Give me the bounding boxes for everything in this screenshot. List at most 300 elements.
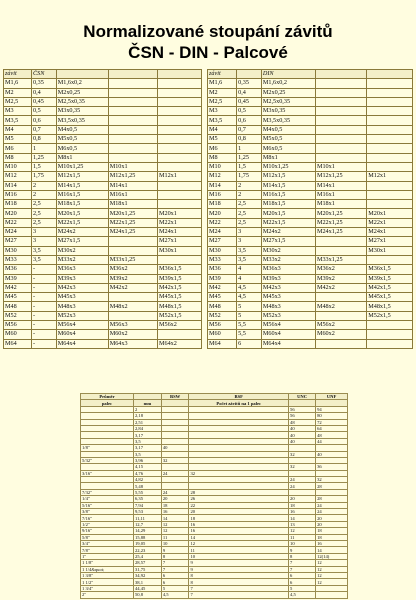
table-cell: M20x1 [367,209,413,218]
table-cell: M39x3 [56,274,108,283]
table-cell [367,200,413,209]
table-cell: 5,55 [133,489,161,495]
table-cell: 3 [31,228,56,237]
table-cell: M2 [208,88,237,97]
table-row [208,330,413,339]
table-cell [315,107,366,116]
table-row [4,321,202,330]
table-cell: 32 [289,451,316,457]
table-row [208,88,413,97]
table-cell: 0,35 [31,79,56,88]
table-cell: M36x2 [108,265,157,274]
header-cell [367,70,413,79]
table-cell: M5 [208,135,237,144]
table-cell: 4,5 [161,592,189,598]
table-cell: 3,96 [133,457,161,463]
table-cell: 5/32" [81,457,134,463]
table-cell: M1,6x0,2 [56,79,108,88]
table-row [208,200,413,209]
table-cell: 6 [289,572,316,578]
table-cell: M45 [4,293,32,302]
table-cell: M14x1 [108,181,157,190]
table-cell: M48x3 [261,302,315,311]
table-cell [367,181,413,190]
table-cell: M60x4 [261,330,315,339]
table-cell: M2,5x0,35 [56,97,108,106]
table-cell: 12 [161,528,189,534]
table-cell: M60x4 [56,330,108,339]
table-row [208,135,413,144]
table-cell: 7,94 [133,502,161,508]
table-row [208,237,413,246]
table-cell: M22x1,5 [56,218,108,227]
table-cell: 1,75 [31,172,56,181]
table-cell: M20x1,25 [108,209,157,218]
table-cell: M39x2 [108,274,157,283]
header-cell: závit [208,70,237,79]
table-cell: M4 [208,125,237,134]
table-cell: 1 3/4" [81,585,134,591]
table-cell: M4x0,5 [56,125,108,134]
table-cell: 0,5 [31,107,56,116]
table-cell: 7 [189,592,289,598]
table-cell: 14 [316,547,348,553]
table-cell: 7/16" [81,515,134,521]
table-cell: 11 [289,534,316,540]
table-row [4,218,202,227]
header-cell: Průměr [81,394,134,400]
table-cell: M12x1 [367,172,413,181]
header-cell [108,70,157,79]
table-cell: M45 [208,293,237,302]
table-row [208,172,413,181]
table-cell: M39 [208,274,237,283]
table-cell [157,181,201,190]
table-row [208,339,413,348]
table-cell [108,135,157,144]
table-cell: 32 [161,457,189,463]
table-cell: 11,11 [133,515,161,521]
table-cell: - [31,321,56,330]
table-cell [108,116,157,125]
table-row [208,209,413,218]
header-cell: mm [133,400,161,406]
table-cell: 44 [316,438,348,444]
table-cell [315,97,366,106]
table-cell: 3 [237,228,262,237]
table-cell: M14 [4,181,32,190]
table-cell [108,311,157,320]
table-cell: 20 [161,496,189,502]
table-cell [157,88,201,97]
table-cell: M24 [208,228,237,237]
table-cell: 26 [189,496,289,502]
table-cell: 40 [289,438,316,444]
table-cell: 3/4" [81,540,134,546]
table-cell: M2x0,25 [56,88,108,97]
table-cell: M48x1,5 [157,302,201,311]
table-cell: 9 [161,547,189,553]
table-cell: M24x1 [367,228,413,237]
table-cell: 2,84 [133,425,161,431]
table-cell: M14x1,5 [56,181,108,190]
table-cell: M2,5 [208,97,237,106]
table-cell: M60x2 [108,330,157,339]
table-cell: M16x1 [315,190,366,199]
table-cell: 0,8 [237,135,262,144]
table-cell: M36x3 [56,265,108,274]
table-cell: M8x1 [261,153,315,162]
table-row [208,265,413,274]
table-cell: 1 [237,144,262,153]
table-cell: M10x1 [108,162,157,171]
table-cell [157,135,201,144]
table-row [208,107,413,116]
table-cell: 3 [237,237,262,246]
table-cell: M48 [4,302,32,311]
table-row [4,97,202,106]
table-cell: M36 [208,265,237,274]
table-cell: 16 [316,540,348,546]
table-cell: 1/8" [81,445,134,451]
table-cell: 48 [316,432,348,438]
table-cell: M2x0,25 [261,88,315,97]
table-cell: 10 [161,540,189,546]
table-cell: 32 [289,464,316,470]
table-cell [108,125,157,134]
table-cell: M36x1,5 [367,265,413,274]
table-cell: 10 [189,553,289,559]
table-cell: 56 [289,406,316,412]
table-cell: 4,5 [289,592,316,598]
table-row [4,172,202,181]
table-cell: M39x2 [315,274,366,283]
table-cell: 12(14) [316,553,348,559]
table-cell: M1,6x0,2 [261,79,315,88]
table-cell: M39x1,5 [367,274,413,283]
table-cell: 2,18 [133,413,161,419]
table-cell: - [31,339,56,348]
table-cell: M3,5x0,35 [261,116,315,125]
table-cell: 36 [316,464,348,470]
table-cell: 13 [289,521,316,527]
table-cell: M8 [4,153,32,162]
table-cell: M33x2 [261,255,315,264]
table-cell [367,190,413,199]
table-cell: M33x1,25 [315,255,366,264]
table-cell: 12 [316,560,348,566]
table-cell: M42x2 [108,283,157,292]
table-cell: M20 [4,209,32,218]
table-cell: 40 [289,432,316,438]
table-cell: M52x1,5 [367,311,413,320]
table-row [208,116,413,125]
table-cell: M48x1,5 [367,302,413,311]
table-cell: 40 [316,451,348,457]
table-cell: M12 [4,172,32,181]
table-cell: 3,5 [31,246,56,255]
table-cell: 0,45 [31,97,56,106]
table-cell: M2 [4,88,32,97]
table-cell: 9 [189,566,289,572]
table-cell: 7 [189,585,289,591]
header-cell [157,70,201,79]
table-cell: 11 [161,534,189,540]
table-cell: 18 [161,502,189,508]
table-cell: M56x4 [261,321,315,330]
table-row [208,162,413,171]
table-cell: 5,5 [237,330,262,339]
table-cell: 22 [189,502,289,508]
table-cell [367,135,413,144]
table-cell: M3 [208,107,237,116]
header-cell: závit [4,70,32,79]
table-cell: 38,1 [133,579,161,585]
table-cell: M39x3 [261,274,315,283]
table-row [208,293,413,302]
table-cell [157,116,201,125]
header-cell: palec [81,400,134,406]
table-cell: M10 [4,162,32,171]
table-cell [316,592,348,598]
table-cell [157,190,201,199]
table-cell: M42x3 [56,283,108,292]
table-cell: M12x1,5 [261,172,315,181]
table-cell: 3,17 [133,432,161,438]
table-row [208,153,413,162]
table-cell: - [31,302,56,311]
table-cell: M48x3 [56,302,108,311]
table-cell: M16x1,5 [261,190,315,199]
table-cell: M36x1,5 [157,265,201,274]
table-cell: M3x0,35 [261,107,315,116]
table-cell: 28 [189,489,289,495]
table-cell: 6 [161,572,189,578]
table-cell: 24 [316,502,348,508]
table-cell: M20x1,5 [56,209,108,218]
table-cell: 8 [161,553,189,559]
table-cell: 16 [189,528,289,534]
table-cell: M36x2 [315,265,366,274]
table-cell: M52 [208,311,237,320]
table-cell: 2,5 [237,218,262,227]
table-cell: M22 [208,218,237,227]
header-cell: UNC [289,394,316,400]
table-cell: 7 [289,566,316,572]
table-cell [315,144,366,153]
table-cell [315,293,366,302]
header-cell: DIN [261,70,315,79]
table-cell: M56 [4,321,32,330]
table-cell: M27x1 [367,237,413,246]
table-row [208,302,413,311]
table-cell: 28 [316,496,348,502]
table-cell [108,88,157,97]
table-cell: 3,5 [133,438,161,444]
table-cell: 4,5 [237,283,262,292]
table-cell: M56 [208,321,237,330]
table-cell: M8x1 [56,153,108,162]
table-cell: 7 [161,566,189,572]
table-row [4,88,202,97]
table-cell: 1,25 [31,153,56,162]
table-cell: 4,76 [133,470,161,476]
table-cell: M16 [4,190,32,199]
table-cell: M18x1 [315,200,366,209]
table-cell: 0,4 [31,88,56,97]
table-row [208,255,413,264]
table-row [4,79,202,88]
table-cell: M18x1,5 [261,200,315,209]
table-row [4,237,202,246]
table-cell: M12x1 [157,172,201,181]
table-row [4,330,202,339]
table-cell: 34,92 [133,572,161,578]
table-cell: 2 [31,181,56,190]
table-cell: 11 [189,547,289,553]
table-cell: 3,5 [237,255,262,264]
table-cell: 0,6 [237,116,262,125]
table-cell: M16 [208,190,237,199]
table-cell [315,116,366,125]
table-row [4,283,202,292]
table-cell: 40 [161,445,189,451]
table-cell: 3,5 [31,255,56,264]
table-row [4,228,202,237]
table-cell: 94 [316,406,348,412]
table-cell: 4 [237,274,262,283]
table-row [208,246,413,255]
table-cell: M56x4 [56,321,108,330]
table-cell: M24 [4,228,32,237]
table-cell [315,79,366,88]
table-cell [315,125,366,134]
table-cell: 1/2" [81,521,134,527]
table-cell: M24x1,25 [315,228,366,237]
table-cell: M27 [208,237,237,246]
table-cell: 32 [316,477,348,483]
din-thread-table [207,69,413,349]
table-cell: 24 [316,509,348,515]
table-cell: M10x1,25 [261,162,315,171]
table-cell: M16x1 [108,190,157,199]
table-row [4,144,202,153]
table-cell: M18x1,5 [56,200,108,209]
table-cell: 72 [316,419,348,425]
table-row [208,79,413,88]
table-cell: 16 [189,521,289,527]
table-cell: M22x1,25 [315,218,366,227]
table-cell: M30x1 [157,246,201,255]
table-cell [367,125,413,134]
table-cell: 1/4" [81,496,134,502]
table-row [208,218,413,227]
table-cell: 12 [289,528,316,534]
table-cell: 8 [189,579,289,585]
table-cell: 18 [316,528,348,534]
table-cell: M10x1 [315,162,366,171]
table-cell: 25,4 [133,553,161,559]
table-cell: 40 [289,425,316,431]
table-cell: M12 [208,172,237,181]
table-cell [157,107,201,116]
table-cell: M6x0,5 [56,144,108,153]
table-cell: M45x1,5 [367,293,413,302]
table-cell: M48x2 [108,302,157,311]
table-cell: M42x3 [261,283,315,292]
table-cell: M16x1,5 [56,190,108,199]
table-cell: 2 [31,190,56,199]
table-cell [108,293,157,302]
table-row [4,116,202,125]
table-cell: M52x3 [56,311,108,320]
table-cell: 3/16" [81,470,134,476]
table-row [208,181,413,190]
table-cell: M52 [4,311,32,320]
header-cell: UNF [316,394,348,400]
table-cell [157,162,201,171]
table-cell: M64 [4,339,32,348]
table-cell [157,255,201,264]
table-cell: M45x3 [56,293,108,302]
inch-thread-table [80,393,348,599]
table-cell: 0,45 [237,97,262,106]
table-cell: M27x1,5 [261,237,315,246]
table-row [208,97,413,106]
table-cell [367,144,413,153]
table-cell: M64 [208,339,237,348]
table-cell: M6 [208,144,237,153]
table-cell: 48 [289,419,316,425]
table-cell [367,330,413,339]
table-cell: 4 [237,265,262,274]
table-cell: 18 [289,502,316,508]
table-row [4,181,202,190]
table-cell: 8 [289,553,316,559]
table-cell [367,97,413,106]
table-row [208,144,413,153]
table-cell: 1,25 [237,153,262,162]
table-cell: 28 [316,483,348,489]
table-row [208,311,413,320]
table-cell: M48x2 [315,302,366,311]
table-cell: 24 [161,489,189,495]
table-cell: M36x3 [261,265,315,274]
table-cell: - [31,311,56,320]
table-cell: 12 [161,521,189,527]
header-cell [56,70,108,79]
table-cell: M24x2 [261,228,315,237]
table-cell: 7 [289,560,316,566]
table-row [4,265,202,274]
table-cell: 2 [237,181,262,190]
table-cell: M22x1 [367,218,413,227]
table-cell: 3 [31,237,56,246]
table-row [4,200,202,209]
table-cell: 19,05 [133,540,161,546]
table-header-row [208,70,413,79]
table-cell: 56 [289,413,316,419]
table-cell: 2,5 [31,200,56,209]
table-cell: M2,5 [4,97,32,106]
table-cell: 2" [81,592,134,598]
table-cell [367,153,413,162]
table-cell: 4,82 [133,477,161,483]
table-cell: 6 [161,579,189,585]
table-cell: M60x2 [315,330,366,339]
table-cell: M30x1 [367,246,413,255]
table-cell: M3 [4,107,32,116]
